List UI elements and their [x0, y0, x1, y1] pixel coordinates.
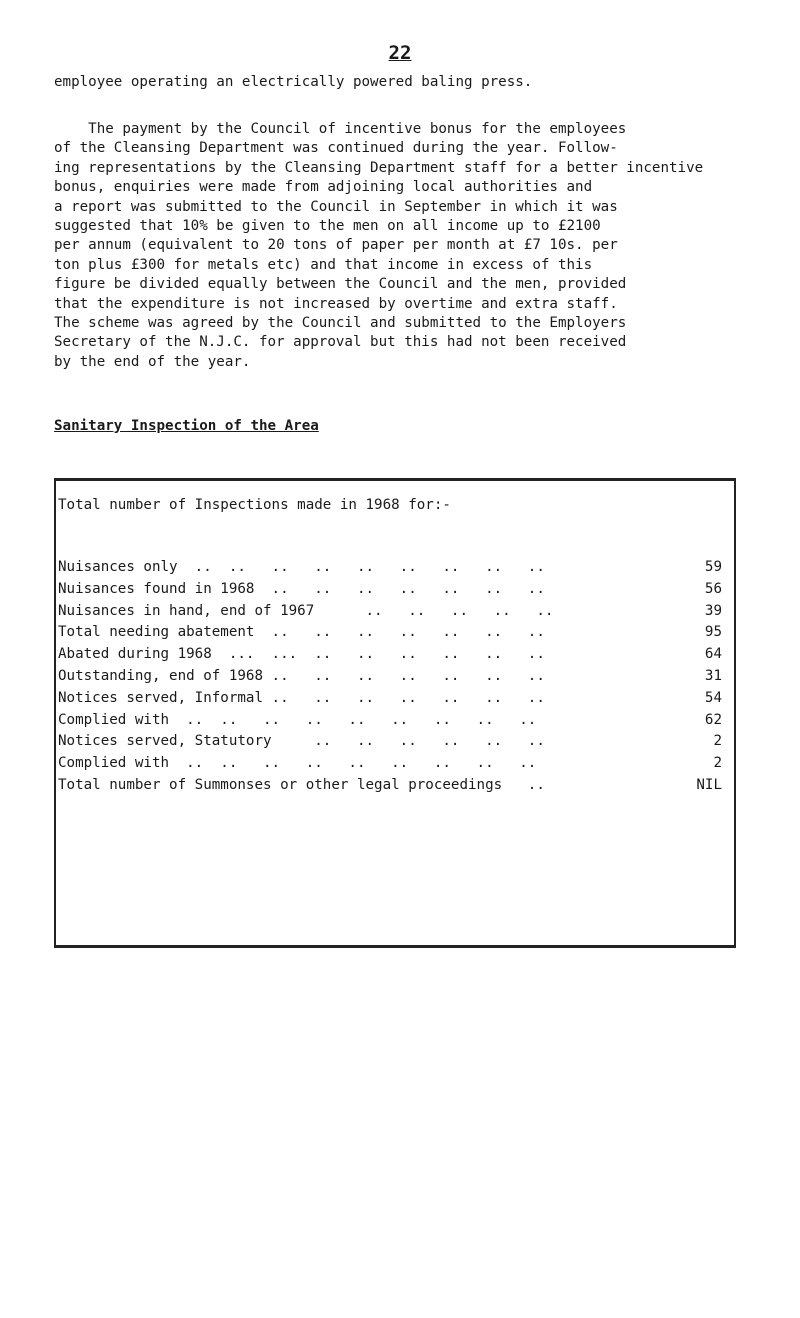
row-label: Total needing abatement .. .. .. .. .. .. ..	[58, 624, 545, 641]
row-label: Nuisances only .. .. .. .. .. .. .. .. ..	[58, 559, 545, 575]
row-value: NIL	[696, 776, 722, 793]
intro-line: employee operating an electrically powered baling press.	[54, 74, 533, 90]
paragraph-line: The payment by the Council of incentive bonus for the employees	[54, 121, 627, 137]
paragraph-line: Secretary of the N.J.C. for approval but this had not been received	[54, 334, 627, 351]
row-value: 62	[704, 711, 722, 728]
table-row	[58, 777, 730, 799]
paragraph-line: The scheme was agreed by the Council and submitted to the Employers	[54, 314, 627, 331]
row-label: Notices served, Statutory .. .. .. .. .. ..	[58, 733, 545, 750]
paragraph-line: a report was submitted to the Council in September in which it was	[54, 198, 618, 215]
paragraph-line: suggested that 10% be given to the men on all income up to £2100	[54, 217, 601, 234]
row-value: 31	[704, 667, 722, 684]
row-value: 64	[704, 646, 722, 663]
row-value: 54	[704, 689, 722, 706]
row-label: Outstanding, end of 1968 .. .. .. .. .. .. ..	[58, 667, 545, 684]
row-label: Complied with .. .. .. .. .. .. .. .. ..	[58, 711, 537, 728]
table-row	[58, 603, 730, 625]
paragraph-line: that the expenditure is not increased by overtime and extra staff.	[54, 295, 618, 312]
row-label: Total number of Summonses or other legal proceedings ..	[58, 776, 545, 793]
table-row	[58, 646, 730, 668]
table-title: Total number of Inspections made in 1968 for:-	[58, 497, 451, 513]
table-row	[58, 712, 730, 734]
inspection-table	[54, 478, 736, 948]
row-label: Nuisances in hand, end of 1967 .. .. .. .. ..	[58, 602, 554, 619]
table-row	[58, 559, 730, 581]
table-row	[58, 733, 730, 755]
table-rows	[58, 559, 730, 799]
paragraph-line: bonus, enquiries were made from adjoining local authorities and	[54, 179, 593, 196]
row-value: 2	[713, 733, 722, 750]
row-value: 39	[704, 602, 722, 619]
paragraph-line: ton plus £300 for metals etc) and that income in excess of this	[54, 256, 593, 273]
row-value: 2	[713, 755, 722, 772]
paragraph-line: figure be divided equally between the Council and the men, provided	[54, 276, 627, 293]
section-heading: Sanitary Inspection of the Area	[54, 418, 319, 434]
row-value: 59	[704, 559, 722, 575]
page-number: 22	[388, 42, 412, 64]
table-row	[58, 624, 730, 646]
paragraph-line: per annum (equivalent to 20 tons of paper per month at £7 10s. per	[54, 237, 618, 254]
table-row	[58, 690, 730, 712]
table-row	[58, 755, 730, 777]
row-label: Complied with .. .. .. .. .. .. .. .. ..	[58, 755, 537, 772]
row-value: 56	[704, 580, 722, 597]
body-paragraph	[54, 120, 774, 372]
table-row	[58, 668, 730, 690]
table-row	[58, 581, 730, 603]
row-label: Abated during 1968 ... ... .. .. .. .. .. ..	[58, 646, 545, 663]
paragraph-line: ing representations by the Cleansing Department staff for a better incentive	[54, 159, 704, 176]
row-label: Nuisances found in 1968 .. .. .. .. .. .. ..	[58, 580, 545, 597]
paragraph-line: of the Cleansing Department was continued during the year. Follow-	[54, 140, 618, 157]
row-label: Notices served, Informal .. .. .. .. .. .. ..	[58, 689, 545, 706]
row-value: 95	[704, 624, 722, 641]
paragraph-line: by the end of the year.	[54, 353, 251, 370]
